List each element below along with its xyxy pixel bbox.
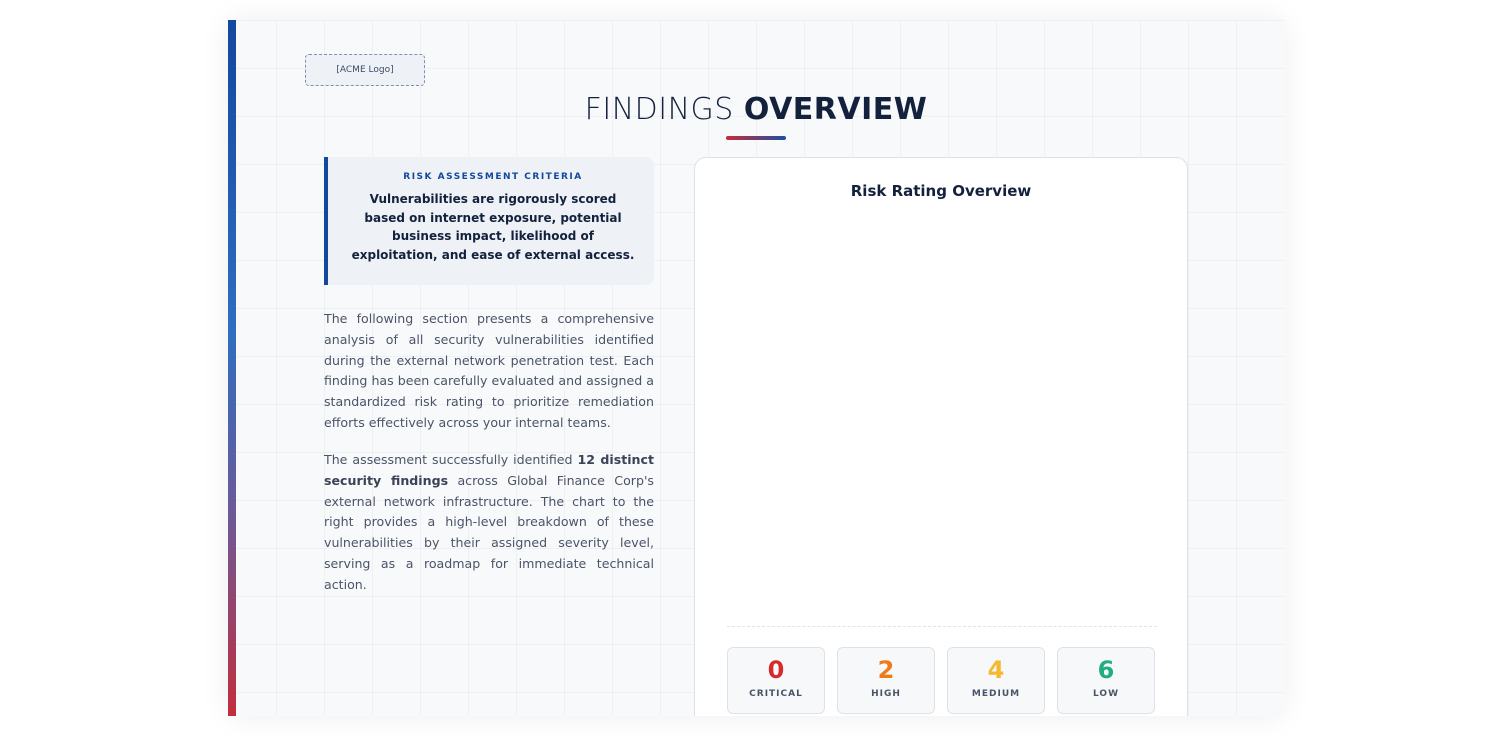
risk-criteria-callout [324, 157, 654, 285]
severity-stats [727, 647, 1157, 715]
criteria-text: Vulnerabilities are rigorously scored based on internet exposure, potential business impact, likelihood of exploitation, and ease of external access. [351, 192, 635, 262]
criteria-label: RISK ASSESSMENT CRITERIA [403, 172, 583, 182]
severity-count-high: 2 [877, 656, 895, 684]
risk-rating-card [694, 157, 1188, 716]
severity-label-critical: CRITICAL [749, 689, 803, 699]
page-title [228, 92, 1284, 127]
summary-paragraph [324, 450, 654, 596]
summary-text-after: across Global Finance Corp's external network infrastructure. The chart to the right provides a high-level breakdown of these vulnerabilities by their assigned severity level, serving as a roadmap for immediate technical action. [324, 472, 654, 592]
report-page [228, 20, 1284, 716]
risk-rating-card-title: Risk Rating Overview [850, 182, 1032, 200]
intro-paragraph: The following section presents a comprehensive analysis of all security vulnerabilities identified during the external network penetration test. Each finding has been carefully evaluated and assigned a standardized risk rating to prioritize remediation efforts effectively across your internal teams. [324, 311, 654, 430]
severity-label-low: LOW [1093, 689, 1119, 699]
risk-chart-area [727, 222, 1157, 622]
severity-stat-critical [727, 647, 825, 714]
findings-count-highlight: 12 distinct security findings [324, 452, 654, 488]
summary-text-before: The assessment successfully identified [324, 452, 578, 467]
page-title-light: FINDINGS [584, 92, 734, 127]
severity-count-critical: 0 [767, 656, 785, 684]
severity-label-high: HIGH [871, 689, 901, 699]
severity-count-medium: 4 [987, 656, 1005, 684]
title-underline [726, 136, 786, 140]
severity-stat-medium [947, 647, 1045, 714]
severity-count-low: 6 [1097, 656, 1115, 684]
severity-stat-low [1057, 647, 1155, 714]
company-logo-placeholder: [ACME Logo] [305, 54, 425, 86]
page-title-bold: OVERVIEW [743, 92, 928, 127]
severity-label-medium: MEDIUM [971, 689, 1021, 699]
severity-stat-high [837, 647, 935, 714]
card-divider [727, 626, 1157, 627]
